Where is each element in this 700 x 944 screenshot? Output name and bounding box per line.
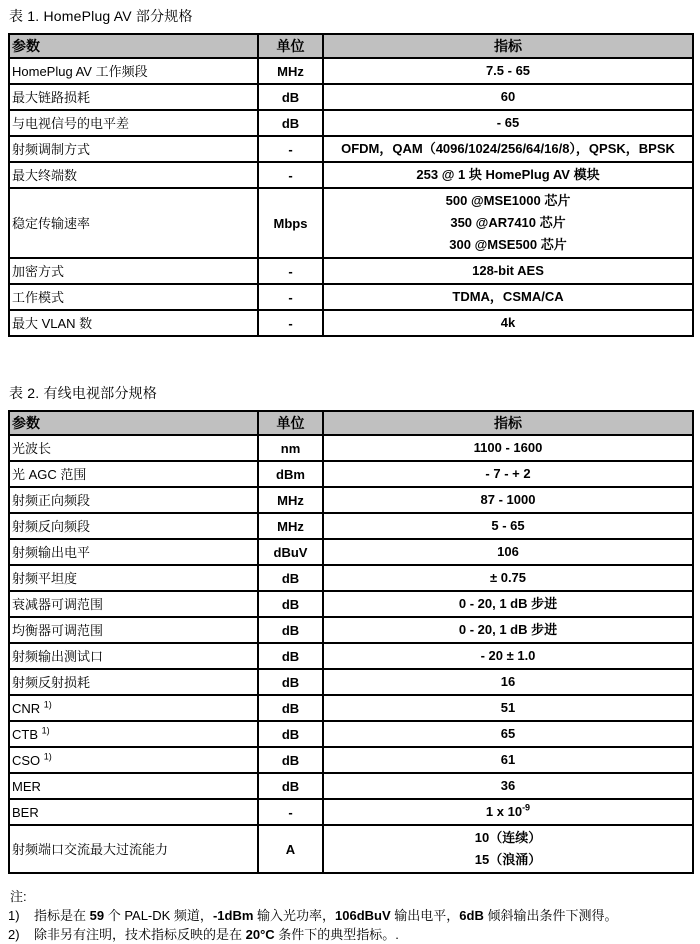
note-text-bold-segment: 6dB xyxy=(459,908,484,923)
table-row xyxy=(9,58,693,84)
param-superscript: 1) xyxy=(43,751,52,762)
unit-cell: - xyxy=(258,284,323,310)
value-line: 51 xyxy=(500,700,516,715)
unit-cell: - xyxy=(258,258,323,284)
unit-cell: dB xyxy=(258,643,323,669)
value-line: 10（连续） xyxy=(474,830,542,845)
unit-cell: dB xyxy=(258,721,323,747)
value-line: 87 - 1000 xyxy=(480,492,536,507)
unit-cell: - xyxy=(258,162,323,188)
table2-section xyxy=(8,384,694,874)
unit-cell: dB xyxy=(258,565,323,591)
unit-cell: dBm xyxy=(258,461,323,487)
note-item xyxy=(8,907,694,925)
value-cell xyxy=(323,84,693,110)
note-number: 1) xyxy=(8,908,20,923)
value-cell xyxy=(323,284,693,310)
note-number: 2) xyxy=(8,927,20,942)
unit-cell: dB xyxy=(258,669,323,695)
value-cell xyxy=(323,669,693,695)
unit-cell: - xyxy=(258,310,323,336)
unit-cell: MHz xyxy=(258,58,323,84)
value-line: 350 @AR7410 芯片 xyxy=(450,215,566,230)
table-row xyxy=(9,435,693,461)
unit-cell: nm xyxy=(258,435,323,461)
table-row xyxy=(9,721,693,747)
value-line: 253 @ 1 块 HomePlug AV 模块 xyxy=(416,167,600,182)
param-cell: 光波长 xyxy=(9,435,258,461)
param-cell: 加密方式 xyxy=(9,258,258,284)
value-line: 4k xyxy=(500,315,516,330)
table1-header-value: 指标 xyxy=(323,34,693,58)
param-cell: 衰减器可调范围 xyxy=(9,591,258,617)
value-line: 0 - 20, 1 dB 步进 xyxy=(458,596,558,611)
notes-heading: 注: xyxy=(10,889,27,904)
param-cell: 与电视信号的电平差 xyxy=(9,110,258,136)
note-text xyxy=(34,907,694,925)
value-line: 61 xyxy=(500,752,516,767)
table-row xyxy=(9,669,693,695)
table-row xyxy=(9,799,693,825)
table2-header xyxy=(9,411,693,435)
unit-cell: dB xyxy=(258,695,323,721)
param-superscript: 1) xyxy=(43,699,52,710)
value-cell xyxy=(323,258,693,284)
table-row xyxy=(9,188,693,258)
table1-header-unit: 单位 xyxy=(258,34,323,58)
param-cell: HomePlug AV 工作频段 xyxy=(9,58,258,84)
table-row xyxy=(9,591,693,617)
value-line: 1 x $10^{-9}$ xyxy=(485,802,531,819)
param-cell: 光 AGC 范围 xyxy=(9,461,258,487)
note-text xyxy=(34,926,694,944)
table-row xyxy=(9,461,693,487)
param-cell: 均衡器可调范围 xyxy=(9,617,258,643)
note-text-segment: 条件下的典型指标。. xyxy=(274,927,399,942)
table2-title: 表 2. 有线电视部分规格 xyxy=(9,385,158,401)
param-cell: 射频输出测试口 xyxy=(9,643,258,669)
unit-cell: MHz xyxy=(258,487,323,513)
table-row xyxy=(9,110,693,136)
unit-cell: - xyxy=(258,136,323,162)
value-line: 5 - 65 xyxy=(491,518,525,533)
value-line: 7.5 - 65 xyxy=(485,63,531,78)
table1-section xyxy=(8,7,694,337)
note-item xyxy=(8,926,694,944)
note-text-bold-segment: 20°C xyxy=(245,927,275,942)
unit-cell: dB xyxy=(258,747,323,773)
unit-cell: MHz xyxy=(258,513,323,539)
table-row xyxy=(9,643,693,669)
table-row xyxy=(9,258,693,284)
param-cell: 稳定传输速率 xyxy=(9,188,258,258)
value-line: 128-bit AES xyxy=(472,263,544,278)
param-cell: 最大终端数 xyxy=(9,162,258,188)
value-cell xyxy=(323,162,693,188)
value-line: 36 xyxy=(500,778,516,793)
notes-section xyxy=(8,888,694,944)
value-line: 60 xyxy=(500,89,516,104)
value-line: OFDM，QAM（4096/1024/256/64/16/8），QPSK，BPSK xyxy=(341,141,675,156)
value-cell xyxy=(323,58,693,84)
table1-homeplug-specs xyxy=(8,33,694,337)
table-row xyxy=(9,617,693,643)
value-line: 15（浪涌） xyxy=(474,852,542,867)
note-text-segment: 除非另有注明，技术指标反映的是在 xyxy=(34,927,246,942)
table1-header-param: 参数 xyxy=(9,34,258,58)
value-cell xyxy=(323,565,693,591)
unit-cell: dB xyxy=(258,591,323,617)
param-cell: 最大链路损耗 xyxy=(9,84,258,110)
param-cell: CNR $^{1)}$ xyxy=(9,695,258,721)
note-text-segment: 倾斜输出条件下测得。 xyxy=(483,908,618,923)
unit-cell: dBuV xyxy=(258,539,323,565)
value-line: 500 @MSE1000 芯片 xyxy=(445,193,571,208)
value-cell xyxy=(323,539,693,565)
value-cell xyxy=(323,773,693,799)
value-line: ± 0.75 xyxy=(489,570,527,585)
value-line: 106 xyxy=(497,544,519,559)
param-cell: MER xyxy=(9,773,258,799)
table2-header-unit: 单位 xyxy=(258,411,323,435)
value-cell xyxy=(323,136,693,162)
table-row xyxy=(9,825,693,873)
unit-cell: dB xyxy=(258,110,323,136)
table-row xyxy=(9,747,693,773)
param-cell: 射频调制方式 xyxy=(9,136,258,162)
value-superscript: -9 xyxy=(522,802,531,813)
table2-header-param: 参数 xyxy=(9,411,258,435)
value-line: 0 - 20, 1 dB 步进 xyxy=(458,622,558,637)
param-cell: 最大 VLAN 数 xyxy=(9,310,258,336)
table-row xyxy=(9,773,693,799)
note-text-segment: 指标是在 xyxy=(34,908,90,923)
value-cell xyxy=(323,435,693,461)
table-header-row xyxy=(9,34,693,58)
param-cell: 射频反射损耗 xyxy=(9,669,258,695)
param-cell: 射频端口交流最大过流能力 xyxy=(9,825,258,873)
table1-header xyxy=(9,34,693,58)
value-line: 1100 - 1600 xyxy=(473,440,543,455)
value-cell xyxy=(323,591,693,617)
table-row xyxy=(9,539,693,565)
table1-title: 表 1. HomePlug AV 部分规格 xyxy=(9,8,193,24)
note-text-segment: 输入光功率， xyxy=(253,908,336,923)
param-cell: 射频输出电平 xyxy=(9,539,258,565)
table2-body xyxy=(9,435,693,873)
note-text-bold-segment: -1dBm xyxy=(212,908,254,923)
note-text-segment: 个 PAL-DK 频道， xyxy=(104,908,213,923)
table-row xyxy=(9,695,693,721)
value-line: 16 xyxy=(500,674,516,689)
unit-cell: - xyxy=(258,799,323,825)
unit-cell: Mbps xyxy=(258,188,323,258)
table-header-row xyxy=(9,411,693,435)
value-line: - 7 - + 2 xyxy=(485,466,531,481)
unit-cell: dB xyxy=(258,617,323,643)
value-line: - 65 xyxy=(496,115,520,130)
table-row xyxy=(9,136,693,162)
value-cell xyxy=(323,310,693,336)
param-cell: BER xyxy=(9,799,258,825)
value-line: 300 @MSE500 芯片 xyxy=(449,237,567,252)
unit-cell: dB xyxy=(258,773,323,799)
value-cell xyxy=(323,747,693,773)
notes-list xyxy=(8,907,694,944)
value-cell xyxy=(323,799,693,825)
value-line: 65 xyxy=(500,726,516,741)
table-row xyxy=(9,284,693,310)
table-row xyxy=(9,310,693,336)
note-text-bold-segment: 59 xyxy=(89,908,105,923)
value-cell xyxy=(323,461,693,487)
table2-catv-specs xyxy=(8,410,694,874)
param-cell: CSO $^{1)}$ xyxy=(9,747,258,773)
table-row xyxy=(9,162,693,188)
table2-header-value: 指标 xyxy=(323,411,693,435)
param-cell: 工作模式 xyxy=(9,284,258,310)
value-cell xyxy=(323,643,693,669)
value-cell xyxy=(323,188,693,258)
param-cell: 射频平坦度 xyxy=(9,565,258,591)
table-row xyxy=(9,84,693,110)
value-cell xyxy=(323,110,693,136)
value-line: - 20 ± 1.0 xyxy=(480,648,536,663)
table-row xyxy=(9,565,693,591)
param-cell: 射频反向频段 xyxy=(9,513,258,539)
value-cell xyxy=(323,695,693,721)
value-cell xyxy=(323,617,693,643)
note-text-segment: 输出电平， xyxy=(390,908,460,923)
value-cell xyxy=(323,825,693,873)
table1-body xyxy=(9,58,693,336)
param-cell: CTB $^{1)}$ xyxy=(9,721,258,747)
param-superscript: 1) xyxy=(41,725,50,736)
value-cell xyxy=(323,513,693,539)
table-row xyxy=(9,513,693,539)
unit-cell: dB xyxy=(258,84,323,110)
value-line: TDMA，CSMA/CA xyxy=(452,289,564,304)
param-cell: 射频正向频段 xyxy=(9,487,258,513)
note-text-bold-segment: 106dBuV xyxy=(335,908,391,923)
value-cell xyxy=(323,487,693,513)
unit-cell: A xyxy=(258,825,323,873)
value-cell xyxy=(323,721,693,747)
table-row xyxy=(9,487,693,513)
